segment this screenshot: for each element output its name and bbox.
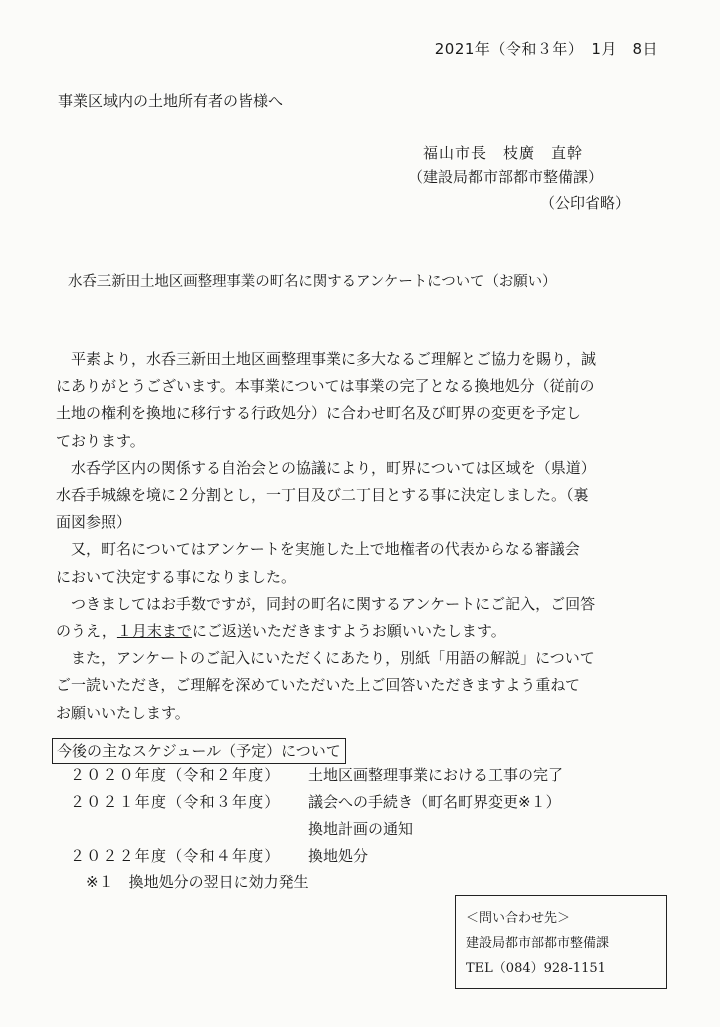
contact-heading: ＜問い合わせ先＞	[466, 911, 571, 926]
schedule-year: ２０２１年度（令和３年度）	[70, 793, 281, 811]
paragraph-4	[56, 591, 676, 645]
body-line: つきましてはお手数ですが，同封の町名に関するアンケートにご記入，ご回答	[71, 594, 596, 613]
body-line: 土地の権利を換地に移行する行政処分）に合わせ町名及び町界の変更を予定し	[56, 404, 582, 423]
schedule-row	[70, 845, 368, 866]
schedule-item: 議会への手続き（町名町界変更※１）	[308, 793, 561, 811]
paragraph-2	[56, 455, 676, 537]
schedule-heading: 今後の主なスケジュール（予定）について	[52, 738, 346, 764]
schedule-row	[70, 764, 563, 785]
deadline-emphasis: １月末まで	[116, 622, 192, 641]
paragraph-5	[56, 645, 676, 727]
sender-name: 福山市長 枝廣 直幹	[423, 144, 584, 162]
deadline-prefix: のうえ，	[56, 622, 117, 641]
deadline-line	[41, 618, 676, 645]
schedule-row	[70, 791, 561, 812]
body-line: において決定する事になりました。	[56, 567, 297, 586]
contact-department: 建設局都市部都市整備課	[466, 936, 610, 951]
letter-subject: 水呑三新田土地区画整理事業の町名に関するアンケートについて（お願い）	[68, 274, 557, 290]
body-line: ております。	[56, 431, 145, 450]
body-line: 水呑手城線を境に２分割とし，一丁目及び二丁目とする事に決定しました。（裏	[56, 486, 589, 505]
paragraph-3	[56, 536, 676, 590]
deadline-suffix: にご返送いただきますようお願いいたします。	[191, 622, 506, 641]
schedule-footnote: ※１ 換地処分の翌日に効力発生	[86, 873, 309, 891]
schedule-year: ２０２２年度（令和４年度）	[70, 847, 281, 865]
schedule-item: 換地処分	[308, 847, 369, 865]
letter-date: 2021年（令和３年） 1月 8日	[434, 40, 658, 58]
body-line: 又，町名についてはアンケートを実施した上で地権者の代表からなる審議会	[71, 540, 580, 559]
body-line: 平素より，水呑三新田土地区画整理事業に多大なるご理解とご協力を賜り，誠	[71, 350, 597, 368]
body-line: 水呑学区内の関係する自治会との協議により，町界については区域を（県道）	[71, 458, 596, 477]
contact-phone: TEL（084）928-1151	[466, 961, 606, 976]
contact-box	[455, 895, 667, 989]
addressee: 事業区域内の土地所有者の皆様へ	[58, 92, 284, 110]
schedule-row	[70, 818, 413, 839]
paragraph-1	[56, 346, 676, 455]
letter-body	[56, 346, 676, 727]
body-line: ご一読いただき，ご理解を深めていただいた上ご回答いただきますよう重ねて	[56, 676, 581, 695]
schedule-item: 土地区画整理事業における工事の完了	[308, 766, 564, 784]
schedule-year: ２０２０年度（令和２年度）	[70, 766, 281, 784]
seal-omitted-note: （公印省略）	[540, 194, 631, 212]
body-line: お願いいたします。	[56, 703, 190, 722]
body-line: また，アンケートのご記入にいただくにあたり，別紙「用語の解説」について	[71, 649, 595, 668]
body-line: 面図参照）	[56, 513, 132, 532]
schedule-item: 換地計画の通知	[308, 820, 414, 838]
body-line: にありがとうございます。本事業については事業の完了となる換地処分（従前の	[56, 377, 595, 396]
sender-department: （建設局都市部都市整備課）	[408, 168, 604, 186]
